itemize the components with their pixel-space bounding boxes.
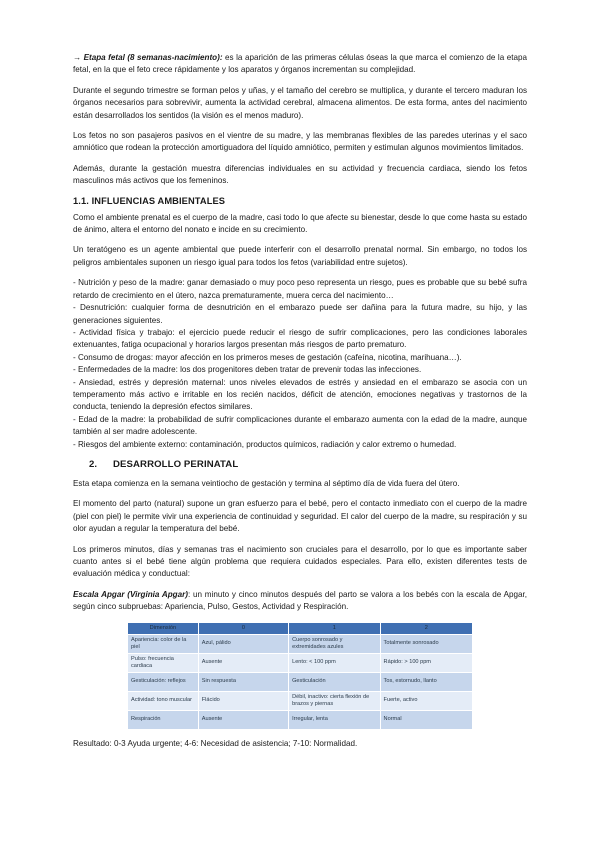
header-cell: 2 — [380, 622, 472, 634]
table-cell: Totalmente sonrosado — [380, 634, 472, 653]
apgar-table-wrapper — [127, 622, 473, 730]
paragraph-etapa-perinatal: Esta etapa comienza en la semana veintiocho de gestación y termina al séptimo día de vida fuera del útero. — [73, 478, 460, 488]
table-cell: Normal — [380, 710, 472, 729]
table-cell: Fuerte, activo — [380, 691, 472, 710]
table-row — [128, 672, 473, 691]
list-item: - Enfermedades de la madre: los dos progenitores deben tratar de prevenir todas las infecciones. — [73, 365, 422, 375]
table-cell: Apariencia: color de la piel — [128, 634, 199, 653]
heading-influencias: 1.1. INFLUENCIAS AMBIENTALES — [73, 195, 226, 206]
table-cell: Ausente — [198, 710, 288, 729]
table-cell: Rápido: > 100 ppm — [380, 653, 472, 672]
table-cell: Tos, estornudo, llanto — [380, 672, 472, 691]
paragraph-diferencias: Además, durante la gestación muestra diferencias individuales en su actividad y frecuencia cardiaca, siendo los fetos masculinos más activos que los femeninos. — [73, 163, 527, 186]
heading-number: 2. — [89, 458, 98, 470]
apgar-text: : un minuto y cinco minutos después del parto se valora a los bebés con la escala de Apgar, según cinco subpruebas: Apariencia, Pulso, Gestos, Actividad y Respiración. — [73, 589, 527, 612]
paragraph-trimestres: Durante el segundo trimestre se forman pelos y uñas, y el tamaño del cerebro se multiplica, y durante el tercero maduran los órganos necesarios para sobrevivir, aumenta la actividad cerebral, almacena alimentos. De esta forma, antes del nacimiento están desarrollados los sentidos (la visión es el menos maduro). — [73, 85, 527, 120]
list-item: - Ansiedad, estrés y depresión maternal: unos niveles elevados de estrés y ansiedad en el embarazo se asocia con un temperamento más activo e irritable en los recién nacidos, déficit de atención, emociones negativas y trastornos de la conducta, teniendo la depresión efectos similares. — [73, 377, 527, 412]
paragraph-teratogeno: Un teratógeno es un agente ambiental que puede interferir con el desarrollo prenatal normal. Sin embargo, no todos los peligros ambientales suponen un riesgo igual para todos los fetos (variabilidad entre sujetos). — [73, 245, 527, 267]
table-cell: Sin respuesta — [198, 672, 288, 691]
paragraph-apgar — [73, 589, 527, 614]
paragraph-ambiente-prenatal: Como el ambiente prenatal es el cuerpo de la madre, casi todo lo que afecte su bienestar, desde lo que come hasta su estado de ánimo, altera el entorno del nonato e incide en su crecimiento. — [73, 212, 527, 235]
paragraph-etapa-fetal — [73, 52, 527, 77]
table-cell: Gesticulación — [289, 672, 380, 691]
list-item: - Nutrición y peso de la madre: ganar demasiado o muy poco peso representa un riesgo, pues es probable que su bebé sufra retardo de crecimiento en el útero, nazca prematuramente, muera cerca del nacimiento… — [73, 278, 527, 300]
paragraph-parto: El momento del parto (natural) supone un gran esfuerzo para el bebé, pero el contacto inmediato con el cuerpo de la madre (piel con piel) le permite vivir una experiencia de continuidad y seguridad. El calor del cuerpo de la madre, su respiración y su olor ayudan a regular la temperatura del bebé. — [73, 499, 527, 534]
table-cell: Actividad: tono muscular — [128, 691, 199, 710]
list-item: - Consumo de drogas: mayor afección en los primeros meses de gestación (cafeína, nicotina, marihuana…). — [73, 352, 462, 362]
table-cell: Respiración — [128, 710, 199, 729]
table-cell: Gesticulación: reflejos — [128, 672, 199, 691]
table-cell: Cuerpo sonrosado y extremidades azules — [289, 634, 380, 653]
table-cell: Irregular, lenta — [289, 710, 380, 729]
table-cell: Lento: < 100 ppm — [289, 653, 380, 672]
paragraph-fetos-pasivos: Los fetos no son pasajeros pasivos en el vientre de su madre, y las membranas flexibles de las paredes uterinas y el saco amniótico que rodean la protección amortiguadora del líquido amniótico, permiten y estimulan algunos movimientos limitados. — [73, 131, 527, 153]
table-row — [128, 653, 473, 672]
document-page — [73, 52, 527, 750]
apgar-table — [127, 622, 473, 730]
list-item: - Edad de la madre: la probabilidad de sufrir complicaciones durante el embarazo aumenta con la edad de la madre, aunque también al ser madre adolescente. — [73, 414, 527, 437]
table-cell: Flácido — [198, 691, 288, 710]
table-row — [128, 710, 473, 729]
etapa-fetal-lead: → Etapa fetal (8 semanas-nacimiento): — [73, 53, 223, 62]
risk-list — [73, 277, 527, 451]
table-row — [128, 634, 473, 653]
heading-title: DESARROLLO PERINATAL — [113, 458, 239, 470]
etapa-fetal-text: es la aparición de las primeras células óseas la que marca el comienzo de la etapa fetal, en la que el feto crece rápidamente y los aparatos y órganos incrementan su complejidad. — [73, 53, 527, 75]
list-item: - Riesgos del ambiente externo: contaminación, productos químicos, radiación y calor extremo o humedad. — [73, 439, 457, 449]
table-cell: Pulso: frecuencia cardiaca — [128, 653, 199, 672]
heading-perinatal — [89, 459, 527, 470]
table-cell: Azul, pálido — [198, 634, 288, 653]
table-row — [128, 691, 473, 710]
header-cell: 0 — [198, 622, 288, 634]
header-cell: 1 — [289, 622, 380, 634]
list-item: - Actividad física y trabajo: el ejercicio puede reducir el riesgo de sufrir complicaciones, pero las condiciones laborales extenuantes, fatiga ocupacional y horarios largos presentan más riesgos de parto prematuro. — [73, 327, 527, 350]
list-item: - Desnutrición: cualquier forma de desnutrición en el embarazo puede ser dañina para la futura madre, su hijo, y las generaciones siguientes. — [73, 303, 527, 325]
paragraph-primeros-minutos: Los primeros minutos, días y semanas tras el nacimiento son cruciales para el desarrollo, por lo que es importante saber cuanto antes si el bebé tiene algún problema que requiera cuidados especiales. Para ello, existen diferentes tests de evaluación médica y conductual: — [73, 544, 527, 579]
table-header-row — [128, 622, 473, 634]
table-cell: Ausente — [198, 653, 288, 672]
table-cell: Débil, inactivo: cierta flexión de brazos y piernas — [289, 691, 380, 710]
header-cell: Dimensión — [128, 622, 199, 634]
apgar-lead: Escala Apgar (Virginia Apgar) — [73, 589, 188, 599]
apgar-result-legend: Resultado: 0-3 Ayuda urgente; 4-6: Necesidad de asistencia; 7-10: Normalidad. — [73, 738, 358, 748]
